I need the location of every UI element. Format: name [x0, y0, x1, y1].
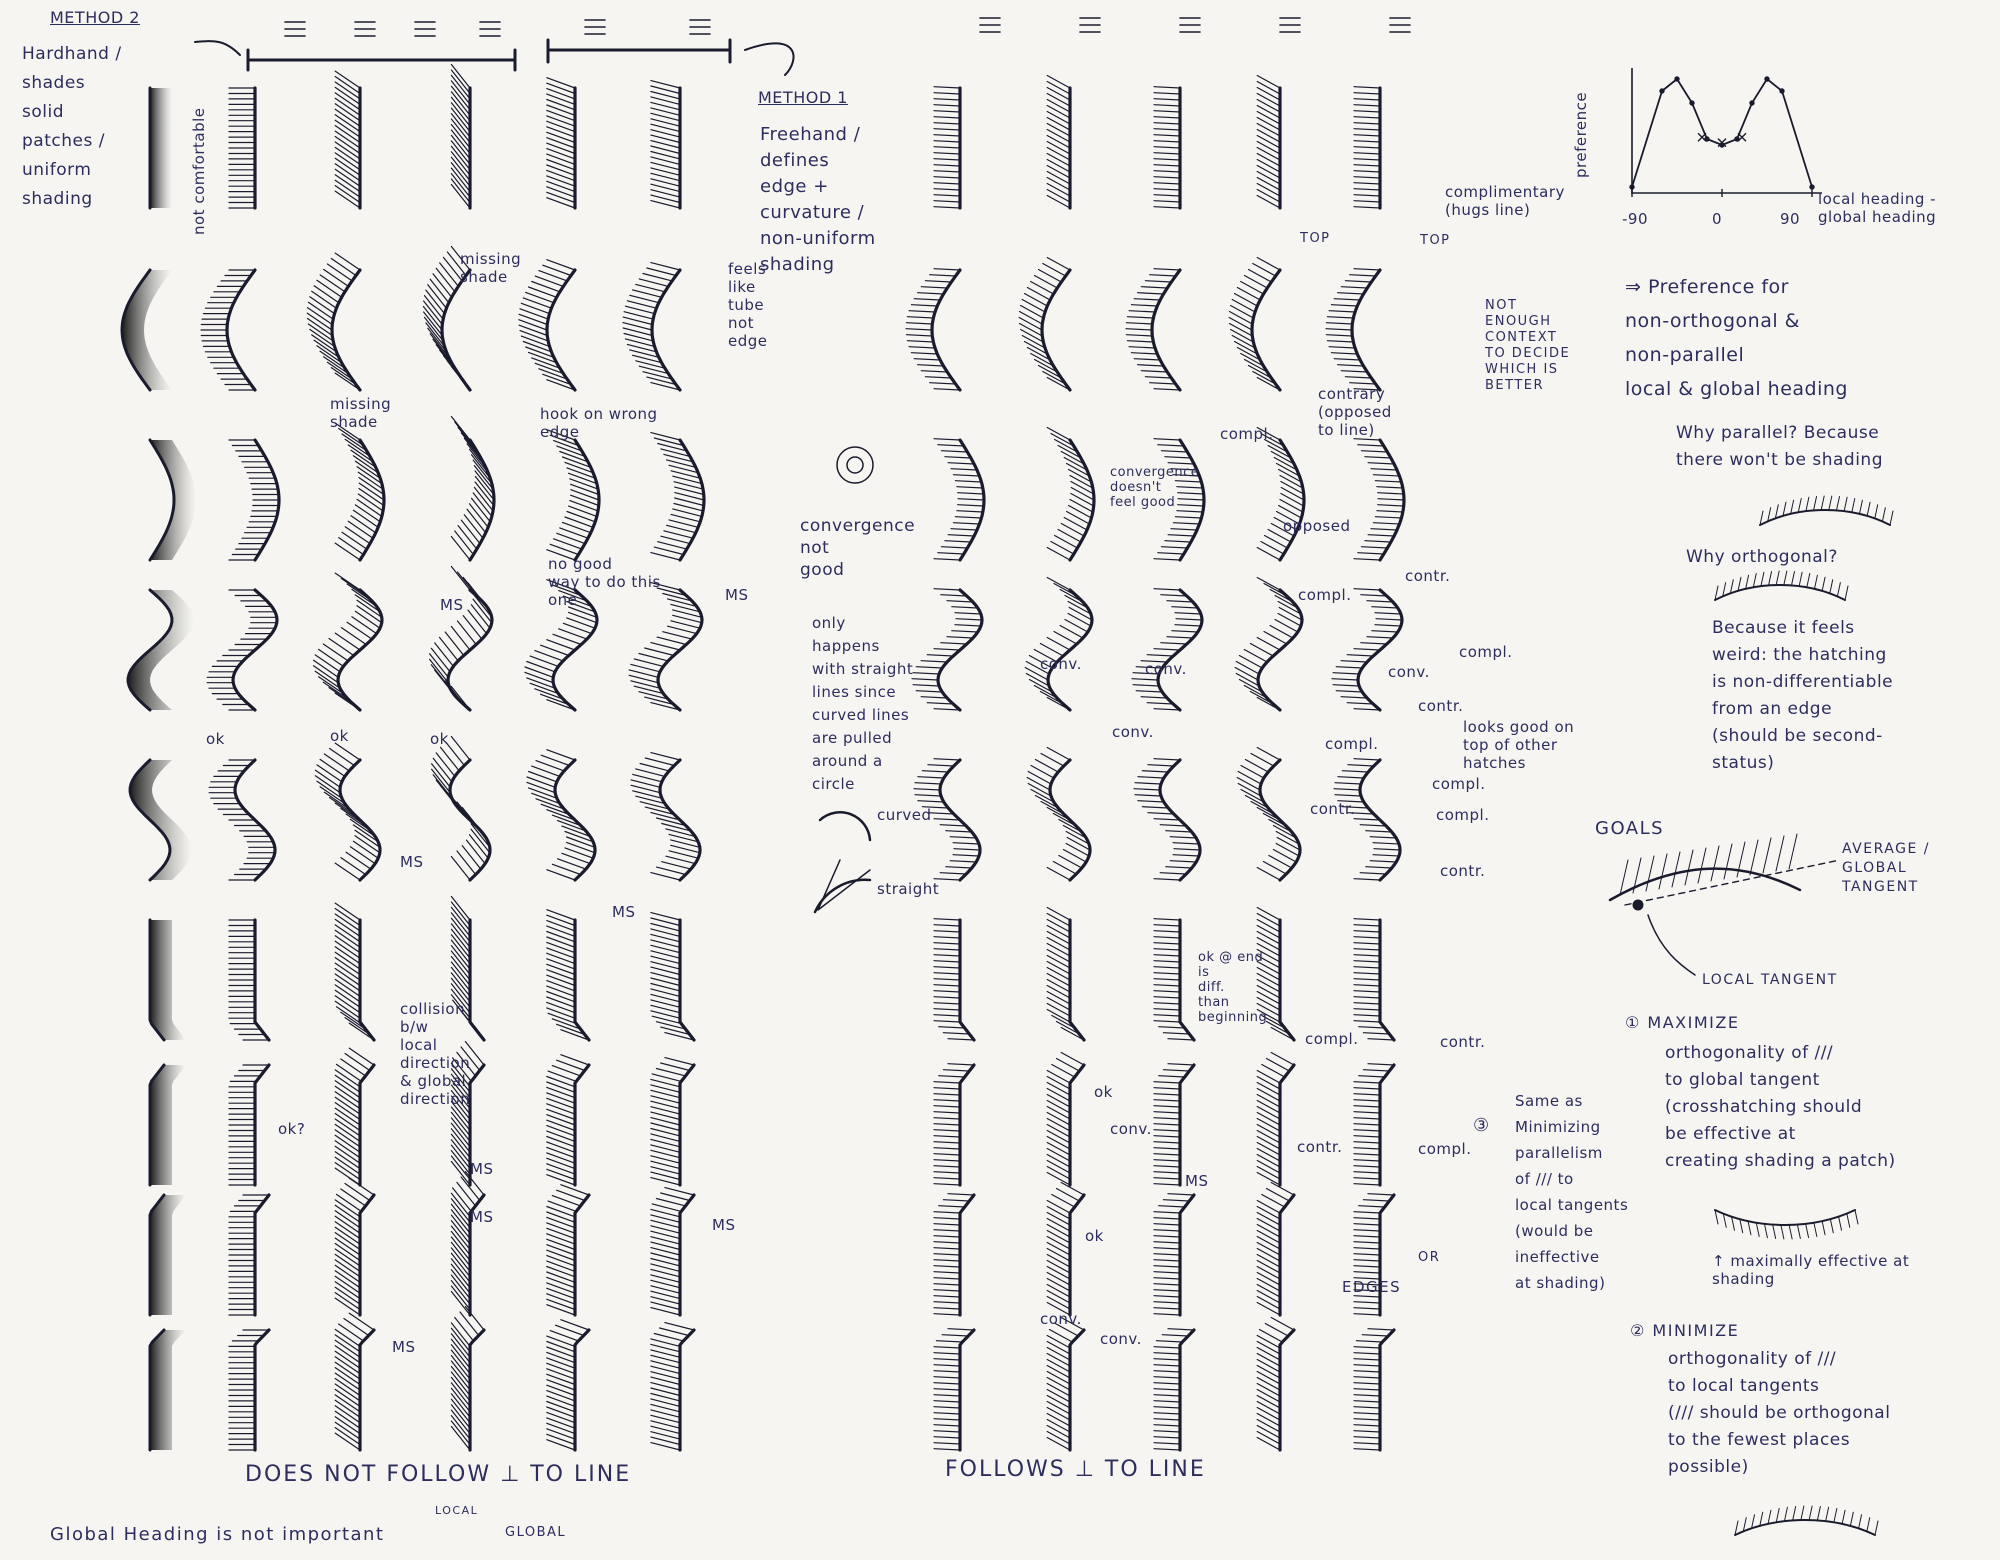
hatched-stroke-figure: [934, 439, 984, 560]
hatched-stroke-figure: [651, 81, 680, 208]
chart-point: [1780, 89, 1784, 93]
global-heading-note: Global Heading is not important: [50, 1524, 385, 1545]
method2-title: METHOD 2: [50, 8, 140, 27]
hatched-stroke-figure: [1047, 1318, 1084, 1451]
hatched-stroke-figure: [547, 1185, 589, 1315]
hatched-stroke-figure: [651, 913, 694, 1040]
feels-like-tube-note: feels like tube not edge: [728, 260, 768, 350]
hatched-stroke-figure: [451, 417, 494, 561]
collision-note: collision b/w local direction & global direction: [400, 1000, 471, 1108]
hatched-stroke-figure: [201, 270, 255, 390]
circled-three: ③: [1473, 1115, 1490, 1136]
hatched-stroke-figure: [934, 1064, 974, 1185]
ms-label: MS: [612, 903, 636, 921]
hatched-stroke-figure: [1047, 1053, 1084, 1186]
ok-label: ok: [1085, 1227, 1104, 1245]
minimize-title: ② MINIMIZE: [1630, 1321, 1740, 1340]
hatching-drawings: [122, 18, 1893, 1535]
looks-good-note: looks good on top of other hatches: [1463, 718, 1575, 772]
top-label-2: TOP: [1420, 233, 1451, 248]
ms-label: MS: [470, 1160, 494, 1178]
complimentary-note: complimentary (hugs line): [1445, 183, 1565, 219]
hatched-stroke-figure: [1027, 748, 1090, 881]
maximally-effective-note: ↑ maximally effective at shading: [1712, 1252, 1910, 1288]
ok-label: ok: [330, 727, 349, 745]
hatched-stroke-figure: [1025, 578, 1092, 711]
hatched-stroke-figure: [631, 753, 700, 880]
curved-label: curved: [877, 806, 932, 824]
compl-label: compl.: [1436, 806, 1490, 824]
preference-chart: [1630, 68, 1822, 197]
chart-point: [1810, 185, 1814, 189]
preference-note: ⇒ Preference for non-orthogonal & non-parallel local & global heading: [1625, 276, 1848, 400]
hatched-stroke-figure: [335, 1178, 374, 1315]
goals-title: GOALS: [1595, 818, 1665, 839]
hatched-stroke-figure: [1257, 428, 1304, 561]
contrary-note: contrary (opposed to line): [1318, 385, 1392, 439]
missing-shade-note-bottom: missing shade: [330, 395, 392, 431]
hatched-stroke-figure: [315, 743, 380, 880]
maximize-body: orthogonality of /// to global tangent (crosshatching should be effective at creating shading a patch): [1665, 1043, 1896, 1171]
ms-label: MS: [1185, 1172, 1209, 1190]
ms-label: MS: [725, 586, 749, 604]
hatched-stroke-figure: [1134, 759, 1200, 880]
top-label-1: TOP: [1300, 231, 1331, 246]
hatched-stroke-figure: [1354, 87, 1380, 208]
hatched-stroke-figure: [519, 260, 575, 390]
hatched-stroke-figure: [1154, 919, 1194, 1040]
conv-label: conv.: [1040, 1310, 1082, 1328]
ok-label: ok: [430, 730, 449, 748]
missing-shade-note-top: missing shade: [460, 250, 522, 286]
hatched-stroke-figure: [1154, 1064, 1194, 1185]
hatched-stroke-figure: [229, 1330, 269, 1450]
chart-point: [1750, 101, 1754, 105]
hatched-stroke-figure: [335, 903, 374, 1040]
contr-label: contr.: [1440, 862, 1486, 880]
hatched-stroke-figure: [451, 1307, 484, 1451]
conv-label: conv.: [1100, 1330, 1142, 1348]
no-good-way-note: no good way to do this one: [548, 555, 661, 609]
compl-label: compl.: [1220, 425, 1274, 443]
ok-end-note: ok @ end is diff. than beginning: [1198, 950, 1268, 1025]
hatched-stroke-figure: [547, 910, 589, 1040]
hatched-stroke-figure: [547, 1055, 589, 1185]
contr-label: contr.: [1418, 697, 1464, 715]
hatched-stroke-figure: [451, 1172, 484, 1316]
not-comfortable-note: not comfortable: [190, 107, 208, 235]
chart-tick-label: 0: [1712, 210, 1723, 228]
conv-label: conv.: [1112, 723, 1154, 741]
shaded-patch: [150, 1195, 186, 1315]
hatched-stroke-figure: [229, 920, 269, 1040]
hatched-stroke-figure: [1237, 748, 1300, 881]
hatched-stroke-figure: [451, 65, 470, 209]
hatched-stroke-figure: [934, 87, 960, 208]
hatched-stroke-figure: [430, 567, 492, 711]
contr-label: contr.: [1310, 800, 1356, 818]
because-note: Because it feels weird: the hatching is non-differentiable from an edge (should be second- status): [1712, 618, 1894, 773]
hatched-stroke-figure: [1354, 439, 1404, 560]
hatched-stroke-figure: [651, 1323, 694, 1450]
chart-ylabel: preference: [1572, 91, 1590, 178]
hatched-stroke-figure: [1154, 87, 1180, 208]
method1-description: Freehand / defines edge + curvature / non-uniform shading: [760, 124, 876, 275]
hatched-stroke-figure: [651, 433, 704, 560]
hatched-stroke-figure: [1334, 759, 1400, 880]
convergence-doesnt-note: convergence doesn't feel good: [1110, 465, 1200, 510]
conv-label: conv.: [1145, 660, 1187, 678]
compl-label: compl.: [1418, 1140, 1472, 1158]
contr-label: contr.: [1297, 1138, 1343, 1156]
hatched-stroke-figure: [912, 589, 982, 710]
conv-label: conv.: [1388, 663, 1430, 681]
shaded-patch: [150, 88, 172, 208]
hatched-stroke-figure: [1257, 76, 1280, 209]
hatched-stroke-figure: [335, 71, 360, 208]
or-label: OR: [1418, 1250, 1441, 1265]
hatched-stroke-figure: [651, 1058, 694, 1185]
hatched-stroke-figure: [1326, 269, 1380, 390]
hatched-stroke-figure: [229, 1065, 269, 1185]
contr-label: contr.: [1405, 567, 1451, 585]
hatched-stroke-figure: [335, 1048, 374, 1185]
chart-point: [1630, 185, 1634, 189]
conv-label: conv.: [1110, 1120, 1152, 1138]
hatched-stroke-figure: [229, 440, 279, 560]
not-enough-context-note: NOT ENOUGH CONTEXT TO DECIDE WHICH IS BETTER: [1485, 298, 1571, 393]
ms-label: MS: [400, 853, 424, 871]
hatched-stroke-figure: [547, 1320, 589, 1450]
chart-tick-label: -90: [1622, 210, 1648, 228]
global-label: GLOBAL: [505, 1525, 567, 1540]
ms-label: MS: [712, 1216, 736, 1234]
hatched-stroke-figure: [934, 1329, 974, 1450]
ms-label: MS: [440, 596, 464, 614]
preference-curve: [1632, 79, 1812, 187]
hatched-stroke-figure: [335, 423, 384, 560]
opposed-note: opposed: [1283, 517, 1351, 535]
compl-label: compl.: [1298, 586, 1352, 604]
hatched-stroke-figure: [1154, 1194, 1194, 1315]
hatched-stroke-figure: [547, 430, 599, 560]
hatched-stroke-figure: [307, 253, 360, 390]
chart-point: [1765, 77, 1769, 81]
chart-cross-marker: [1698, 133, 1706, 141]
average-tangent-label: AVERAGE / GLOBAL TANGENT: [1842, 841, 1930, 895]
convergence-note: convergence not good: [800, 516, 916, 580]
hatched-stroke-figure: [623, 263, 680, 390]
hatched-stroke-figure: [906, 269, 960, 390]
ok-label: ok: [1094, 1083, 1113, 1101]
ok-question-label: ok?: [278, 1120, 306, 1138]
hatched-stroke-figure: [1229, 258, 1280, 391]
hatched-stroke-figure: [547, 78, 575, 208]
hatched-stroke-figure: [1354, 1329, 1394, 1450]
hatched-stroke-figure: [1047, 76, 1070, 209]
chart-point: [1675, 77, 1679, 81]
method2-description: Hardhand / shades solid patches / uniform shading: [22, 44, 122, 209]
hatched-stroke-figure: [207, 590, 277, 710]
hatched-stroke-figure: [1332, 589, 1402, 710]
ms-label: MS: [392, 1338, 416, 1356]
chart-point: [1690, 101, 1694, 105]
hatched-stroke-figure: [934, 1194, 974, 1315]
shaded-patch: [122, 270, 172, 390]
minimize-body: orthogonality of /// to local tangents (/// should be orthogonal to the fewest places possible): [1668, 1349, 1891, 1477]
hatched-stroke-figure: [209, 760, 275, 880]
why-orthogonal-note: Why orthogonal?: [1686, 547, 1838, 567]
hatched-stroke-figure: [651, 1188, 694, 1315]
hatched-stroke-figure: [432, 737, 490, 881]
hatched-stroke-figure: [527, 750, 595, 880]
same-as-note: Same as Minimizing parallelism of /// to local tangents (would be ineffective at shading): [1515, 1092, 1629, 1292]
shaded-patch: [130, 760, 192, 880]
hatched-stroke-figure: [229, 88, 255, 208]
hatched-stroke-figure: [1047, 428, 1094, 561]
shaded-patch: [150, 1330, 186, 1450]
ms-label: MS: [470, 1208, 494, 1226]
hatched-stroke-figure: [1257, 1053, 1294, 1186]
chart-tick-label: 90: [1780, 210, 1801, 228]
hatched-stroke-figure: [1257, 1183, 1294, 1316]
compl-label: compl.: [1459, 643, 1513, 661]
hatched-stroke-figure: [229, 1195, 269, 1315]
edges-label: EDGES: [1342, 1278, 1402, 1296]
hatched-stroke-figure: [1047, 1183, 1084, 1316]
hook-wrong-edge-note: hook on wrong edge: [540, 405, 658, 441]
shaded-patch: [150, 920, 186, 1040]
only-happens-note: only happens with straight lines since curved lines are pulled around a circle: [812, 614, 914, 793]
hatched-stroke-figure: [1126, 269, 1180, 390]
hatched-stroke-figure: [1354, 1064, 1394, 1185]
shaded-patch: [150, 1065, 186, 1185]
compl-label: compl.: [1432, 775, 1486, 793]
does-not-follow-label: DOES NOT FOLLOW ⊥ TO LINE: [245, 1462, 632, 1487]
hatched-stroke-figure: [1354, 919, 1394, 1040]
method1-title: METHOD 1: [758, 88, 848, 107]
compl-label: compl.: [1325, 735, 1379, 753]
chart-point: [1660, 89, 1664, 93]
chart-xlabel: local heading - global heading: [1818, 190, 1937, 226]
hatched-stroke-figure: [934, 919, 974, 1040]
hatched-stroke-figure: [1235, 578, 1302, 711]
hatched-stroke-figure: [1019, 258, 1070, 391]
hatched-stroke-figure: [1154, 1329, 1194, 1450]
conv-label: conv.: [1040, 655, 1082, 673]
hatched-stroke-figure: [1257, 1318, 1294, 1451]
why-parallel-note: Why parallel? Because there won't be shading: [1676, 423, 1883, 470]
maximize-title: ① MAXIMIZE: [1625, 1013, 1740, 1032]
compl-label: compl.: [1305, 1030, 1359, 1048]
hatched-stroke-figure: [1047, 908, 1084, 1041]
follows-label: FOLLOWS ⊥ TO LINE: [945, 1457, 1206, 1482]
hatched-stroke-figure: [1132, 589, 1202, 710]
contr-label: contr.: [1440, 1033, 1486, 1051]
hatched-stroke-figure: [314, 573, 383, 710]
straight-label: straight: [877, 880, 940, 898]
hatched-stroke-figure: [335, 1313, 374, 1450]
local-label: LOCAL: [435, 1504, 479, 1517]
chart-cross-marker: [1738, 133, 1746, 141]
local-tangent-label: LOCAL TANGENT: [1702, 972, 1838, 988]
ok-label: ok: [206, 730, 225, 748]
shaded-patch: [128, 590, 194, 710]
